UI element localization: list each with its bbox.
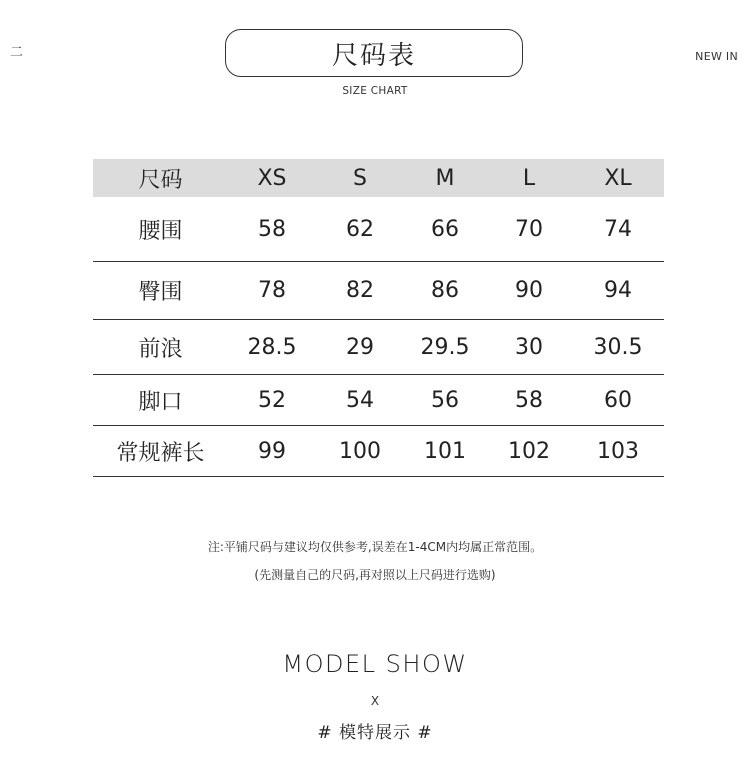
table-cell: 70: [515, 216, 543, 242]
measurement-tip: (先测量自己的尺码,再对照以上尺码进行选购): [254, 568, 496, 582]
header-cell-s: S: [353, 165, 367, 191]
table-cell: 101: [424, 438, 466, 464]
model-show-separator: X: [370, 694, 380, 708]
table-row-length: [93, 426, 664, 477]
row-label: 臀围: [138, 280, 183, 305]
table-cell: 100: [339, 438, 381, 464]
table-row-front-rise: [93, 320, 664, 375]
size-chart-title: 尺码表: [225, 29, 523, 77]
header-cell-size: 尺码: [138, 167, 183, 193]
table-row-leg-opening: [93, 375, 664, 426]
table-cell: 28.5: [247, 334, 297, 360]
table-cell: 90: [515, 278, 543, 303]
model-show-subtitle: # 模特展示 #: [317, 723, 433, 743]
table-cell: 54: [346, 387, 374, 413]
table-cell: 102: [508, 438, 550, 464]
size-table-header: [93, 159, 664, 197]
table-cell: 66: [431, 216, 459, 242]
header-cell-xl: XL: [604, 165, 632, 191]
size-table: [93, 159, 664, 477]
table-cell: 78: [258, 278, 286, 303]
row-label: 常规裤长: [116, 440, 205, 466]
row-label: 脚口: [138, 389, 183, 415]
table-cell: 94: [604, 278, 632, 303]
table-cell: 30: [515, 334, 543, 360]
table-cell: 103: [597, 438, 639, 464]
row-label: 前浪: [138, 336, 183, 362]
model-show-title: MODEL SHOW: [282, 650, 468, 678]
table-cell: 52: [258, 387, 286, 413]
table-cell: 99: [258, 438, 286, 464]
table-cell: 74: [604, 216, 632, 242]
table-cell: 58: [515, 387, 543, 413]
header-cell-xs: XS: [257, 165, 287, 191]
header-cell-l: L: [522, 165, 536, 191]
table-cell: 86: [431, 278, 459, 303]
table-cell: 58: [258, 216, 286, 242]
table-cell: 56: [431, 387, 459, 413]
table-row-waist: [93, 197, 664, 262]
size-chart-subtitle: SIZE CHART: [342, 85, 408, 97]
measurement-note: 注:平铺尺码与建议均仅供参考,误差在1-4CM内均属正常范围。: [207, 540, 543, 554]
table-cell: 30.5: [593, 334, 643, 360]
table-cell: 62: [346, 216, 374, 242]
table-row-hip: [93, 262, 664, 320]
new-in-label: NEW IN: [695, 50, 738, 63]
row-label: 腰围: [138, 218, 183, 244]
header-cell-m: M: [435, 165, 455, 191]
table-cell: 29: [346, 334, 374, 360]
corner-menu-mark: 二: [10, 45, 24, 60]
table-cell: 82: [346, 278, 374, 303]
table-cell: 60: [604, 387, 632, 413]
table-cell: 29.5: [420, 334, 470, 360]
